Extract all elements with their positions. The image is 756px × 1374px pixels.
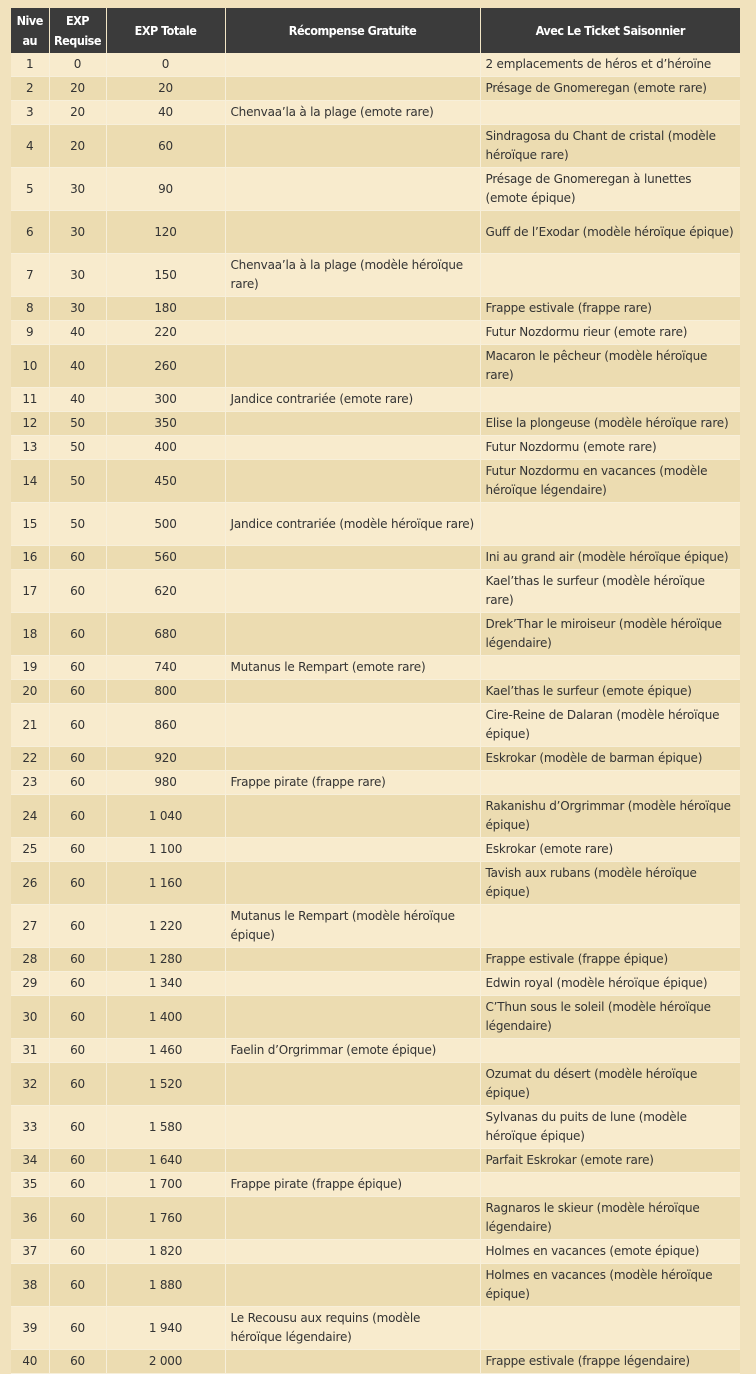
free-reward-cell: Jandice contrariée (emote rare) — [225, 388, 480, 412]
exp-total-cell: 40 — [106, 101, 225, 125]
exp-total-cell: 60 — [106, 125, 225, 168]
exp-required-cell: 0 — [49, 53, 106, 77]
exp-required-cell: 60 — [49, 1149, 106, 1173]
exp-required-cell: 50 — [49, 412, 106, 436]
exp-total-cell: 180 — [106, 297, 225, 321]
level-cell: 20 — [11, 680, 49, 704]
ticket-reward-cell — [480, 1039, 740, 1063]
free-reward-cell — [225, 570, 480, 613]
exp-total-cell: 1 520 — [106, 1063, 225, 1106]
table-row — [11, 460, 740, 503]
free-reward-cell: Mutanus le Rempart (emote rare) — [225, 656, 480, 680]
ticket-reward-cell: 2 emplacements de héros et d’héroïne — [480, 53, 740, 77]
header-exp-total: EXP Totale — [106, 8, 225, 53]
free-reward-cell — [225, 211, 480, 254]
exp-total-cell: 1 640 — [106, 1149, 225, 1173]
ticket-reward-cell: Edwin royal (modèle héroïque épique) — [480, 972, 740, 996]
exp-total-cell: 1 940 — [106, 1307, 225, 1350]
ticket-reward-cell: Holmes en vacances (modèle héroïque épique) — [480, 1264, 740, 1307]
free-reward-cell — [225, 1149, 480, 1173]
ticket-reward-cell: Futur Nozdormu en vacances (modèle héroïque légendaire) — [480, 460, 740, 503]
exp-total-cell: 1 340 — [106, 972, 225, 996]
level-cell: 5 — [11, 168, 49, 211]
free-reward-cell — [225, 680, 480, 704]
ticket-reward-cell: Présage de Gnomeregan (emote rare) — [480, 77, 740, 101]
level-cell: 14 — [11, 460, 49, 503]
exp-total-cell: 680 — [106, 613, 225, 656]
exp-required-cell: 30 — [49, 254, 106, 297]
free-reward-cell — [225, 1240, 480, 1264]
exp-required-cell: 60 — [49, 996, 106, 1039]
level-cell: 12 — [11, 412, 49, 436]
exp-total-cell: 400 — [106, 436, 225, 460]
header-free-reward: Récompense Gratuite — [225, 8, 480, 53]
free-reward-cell — [225, 948, 480, 972]
ticket-reward-cell: Eskrokar (modèle de barman épique) — [480, 747, 740, 771]
table-row — [11, 297, 740, 321]
table-row — [11, 388, 740, 412]
free-reward-cell: Frappe pirate (frappe épique) — [225, 1173, 480, 1197]
exp-total-cell: 1 100 — [106, 838, 225, 862]
table-row — [11, 996, 740, 1039]
ticket-reward-cell — [480, 905, 740, 948]
level-cell: 34 — [11, 1149, 49, 1173]
ticket-reward-cell: Sindragosa du Chant de cristal (modèle héroïque rare) — [480, 125, 740, 168]
exp-required-cell: 20 — [49, 77, 106, 101]
exp-required-cell: 60 — [49, 546, 106, 570]
table-row — [11, 570, 740, 613]
exp-total-cell: 120 — [106, 211, 225, 254]
exp-required-cell: 60 — [49, 795, 106, 838]
ticket-reward-cell — [480, 503, 740, 546]
exp-required-cell: 60 — [49, 680, 106, 704]
free-reward-cell: Chenvaa’la à la plage (modèle héroïque rare) — [225, 254, 480, 297]
ticket-reward-cell: Elise la plongeuse (modèle héroïque rare) — [480, 412, 740, 436]
ticket-reward-cell — [480, 254, 740, 297]
free-reward-cell — [225, 1197, 480, 1240]
level-cell: 19 — [11, 656, 49, 680]
level-cell: 25 — [11, 838, 49, 862]
ticket-reward-cell: Futur Nozdormu rieur (emote rare) — [480, 321, 740, 345]
table-row — [11, 613, 740, 656]
level-cell: 2 — [11, 77, 49, 101]
level-cell: 22 — [11, 747, 49, 771]
exp-total-cell: 1 220 — [106, 905, 225, 948]
free-reward-cell — [225, 1350, 480, 1374]
ticket-reward-cell — [480, 771, 740, 795]
table-row — [11, 503, 740, 546]
table-row — [11, 77, 740, 101]
level-cell: 30 — [11, 996, 49, 1039]
ticket-reward-cell: Ozumat du désert (modèle héroïque épique) — [480, 1063, 740, 1106]
level-cell: 24 — [11, 795, 49, 838]
header-exp-required: EXP Requise — [49, 8, 106, 53]
ticket-reward-cell: Frappe estivale (frappe légendaire) — [480, 1350, 740, 1374]
ticket-reward-cell — [480, 101, 740, 125]
table-row — [11, 1106, 740, 1149]
level-cell: 8 — [11, 297, 49, 321]
reward-table — [11, 8, 740, 1374]
ticket-reward-cell: Frappe estivale (frappe rare) — [480, 297, 740, 321]
free-reward-cell — [225, 297, 480, 321]
level-cell: 28 — [11, 948, 49, 972]
level-cell: 39 — [11, 1307, 49, 1350]
ticket-reward-cell: Holmes en vacances (emote épique) — [480, 1240, 740, 1264]
table-row — [11, 1307, 740, 1350]
exp-total-cell: 800 — [106, 680, 225, 704]
exp-required-cell: 60 — [49, 1264, 106, 1307]
table-row — [11, 1173, 740, 1197]
level-cell: 17 — [11, 570, 49, 613]
ticket-reward-cell — [480, 1173, 740, 1197]
ticket-reward-cell: Cire-Reine de Dalaran (modèle héroïque épique) — [480, 704, 740, 747]
table-row — [11, 1039, 740, 1063]
ticket-reward-cell: Tavish aux rubans (modèle héroïque épique) — [480, 862, 740, 905]
table-row — [11, 211, 740, 254]
level-cell: 6 — [11, 211, 49, 254]
level-cell: 31 — [11, 1039, 49, 1063]
level-cell: 16 — [11, 546, 49, 570]
ticket-reward-cell — [480, 656, 740, 680]
table-row — [11, 125, 740, 168]
exp-total-cell: 150 — [106, 254, 225, 297]
table-row — [11, 254, 740, 297]
table-row — [11, 1063, 740, 1106]
exp-total-cell: 860 — [106, 704, 225, 747]
table-row — [11, 948, 740, 972]
free-reward-cell — [225, 862, 480, 905]
table-row — [11, 1149, 740, 1173]
exp-required-cell: 60 — [49, 972, 106, 996]
table-row — [11, 1197, 740, 1240]
exp-total-cell: 1 460 — [106, 1039, 225, 1063]
level-cell: 21 — [11, 704, 49, 747]
exp-required-cell: 60 — [49, 1350, 106, 1374]
level-cell: 36 — [11, 1197, 49, 1240]
table-row — [11, 1350, 740, 1374]
free-reward-cell: Frappe pirate (frappe rare) — [225, 771, 480, 795]
ticket-reward-cell: Ini au grand air (modèle héroïque épique) — [480, 546, 740, 570]
exp-required-cell: 40 — [49, 321, 106, 345]
free-reward-cell — [225, 412, 480, 436]
level-cell: 4 — [11, 125, 49, 168]
exp-required-cell: 60 — [49, 570, 106, 613]
ticket-reward-cell: Eskrokar (emote rare) — [480, 838, 740, 862]
free-reward-cell — [225, 321, 480, 345]
exp-total-cell: 2 000 — [106, 1350, 225, 1374]
free-reward-cell — [225, 168, 480, 211]
exp-total-cell: 220 — [106, 321, 225, 345]
level-cell: 9 — [11, 321, 49, 345]
free-reward-cell — [225, 838, 480, 862]
exp-required-cell: 60 — [49, 1307, 106, 1350]
exp-total-cell: 20 — [106, 77, 225, 101]
table-row — [11, 436, 740, 460]
table-header — [11, 8, 740, 53]
exp-total-cell: 980 — [106, 771, 225, 795]
exp-total-cell: 1 760 — [106, 1197, 225, 1240]
level-cell: 33 — [11, 1106, 49, 1149]
table-row — [11, 680, 740, 704]
level-cell: 37 — [11, 1240, 49, 1264]
free-reward-cell — [225, 546, 480, 570]
ticket-reward-cell: Présage de Gnomeregan à lunettes (emote épique) — [480, 168, 740, 211]
ticket-reward-cell — [480, 388, 740, 412]
table-row — [11, 321, 740, 345]
ticket-reward-cell: Kael’thas le surfeur (modèle héroïque rare) — [480, 570, 740, 613]
exp-total-cell: 450 — [106, 460, 225, 503]
ticket-reward-cell: Ragnaros le skieur (modèle héroïque légendaire) — [480, 1197, 740, 1240]
level-cell: 11 — [11, 388, 49, 412]
ticket-reward-cell: Guff de l’Exodar (modèle héroïque épique) — [480, 211, 740, 254]
exp-required-cell: 60 — [49, 1039, 106, 1063]
exp-total-cell: 1 160 — [106, 862, 225, 905]
ticket-reward-cell: Futur Nozdormu (emote rare) — [480, 436, 740, 460]
exp-required-cell: 60 — [49, 905, 106, 948]
exp-required-cell: 60 — [49, 838, 106, 862]
table-row — [11, 53, 740, 77]
exp-required-cell: 60 — [49, 862, 106, 905]
free-reward-cell — [225, 77, 480, 101]
level-cell: 23 — [11, 771, 49, 795]
ticket-reward-cell — [480, 1307, 740, 1350]
exp-total-cell: 260 — [106, 345, 225, 388]
free-reward-cell — [225, 1106, 480, 1149]
exp-required-cell: 40 — [49, 388, 106, 412]
table-row — [11, 838, 740, 862]
exp-required-cell: 60 — [49, 613, 106, 656]
exp-required-cell: 50 — [49, 503, 106, 546]
free-reward-cell: Chenvaa’la à la plage (emote rare) — [225, 101, 480, 125]
free-reward-cell — [225, 345, 480, 388]
level-cell: 18 — [11, 613, 49, 656]
exp-required-cell: 30 — [49, 297, 106, 321]
table-row — [11, 101, 740, 125]
level-cell: 3 — [11, 101, 49, 125]
exp-total-cell: 1 880 — [106, 1264, 225, 1307]
ticket-reward-cell: Macaron le pêcheur (modèle héroïque rare) — [480, 345, 740, 388]
level-cell: 1 — [11, 53, 49, 77]
exp-total-cell: 300 — [106, 388, 225, 412]
header-row — [11, 8, 740, 53]
exp-total-cell: 740 — [106, 656, 225, 680]
table-row — [11, 795, 740, 838]
table-body — [11, 53, 740, 1374]
free-reward-cell: Jandice contrariée (modèle héroïque rare) — [225, 503, 480, 546]
exp-total-cell: 500 — [106, 503, 225, 546]
table-row — [11, 546, 740, 570]
free-reward-cell — [225, 972, 480, 996]
exp-required-cell: 60 — [49, 771, 106, 795]
table-row — [11, 905, 740, 948]
level-cell: 26 — [11, 862, 49, 905]
free-reward-cell — [225, 747, 480, 771]
exp-required-cell: 60 — [49, 1240, 106, 1264]
exp-total-cell: 1 280 — [106, 948, 225, 972]
table-row — [11, 1264, 740, 1307]
exp-total-cell: 1 700 — [106, 1173, 225, 1197]
table-row — [11, 704, 740, 747]
level-cell: 40 — [11, 1350, 49, 1374]
exp-total-cell: 1 580 — [106, 1106, 225, 1149]
exp-required-cell: 20 — [49, 101, 106, 125]
exp-required-cell: 60 — [49, 656, 106, 680]
level-cell: 38 — [11, 1264, 49, 1307]
ticket-reward-cell: C’Thun sous le soleil (modèle héroïque légendaire) — [480, 996, 740, 1039]
exp-total-cell: 920 — [106, 747, 225, 771]
table-row — [11, 345, 740, 388]
free-reward-cell — [225, 1063, 480, 1106]
exp-total-cell: 620 — [106, 570, 225, 613]
ticket-reward-cell: Frappe estivale (frappe épique) — [480, 948, 740, 972]
free-reward-cell — [225, 613, 480, 656]
table-row — [11, 972, 740, 996]
exp-required-cell: 60 — [49, 1197, 106, 1240]
exp-required-cell: 40 — [49, 345, 106, 388]
free-reward-cell: Le Recousu aux requins (modèle héroïque légendaire) — [225, 1307, 480, 1350]
exp-required-cell: 50 — [49, 460, 106, 503]
free-reward-cell — [225, 795, 480, 838]
exp-required-cell: 60 — [49, 1106, 106, 1149]
level-cell: 7 — [11, 254, 49, 297]
exp-total-cell: 1 040 — [106, 795, 225, 838]
ticket-reward-cell: Rakanishu d’Orgrimmar (modèle héroïque épique) — [480, 795, 740, 838]
free-reward-cell: Mutanus le Rempart (modèle héroïque épique) — [225, 905, 480, 948]
ticket-reward-cell: Sylvanas du puits de lune (modèle héroïque épique) — [480, 1106, 740, 1149]
exp-total-cell: 350 — [106, 412, 225, 436]
exp-required-cell: 60 — [49, 704, 106, 747]
exp-required-cell: 30 — [49, 168, 106, 211]
table-row — [11, 168, 740, 211]
free-reward-cell — [225, 704, 480, 747]
exp-total-cell: 1 400 — [106, 996, 225, 1039]
free-reward-cell — [225, 460, 480, 503]
table-row — [11, 1240, 740, 1264]
table-row — [11, 771, 740, 795]
exp-required-cell: 60 — [49, 1063, 106, 1106]
exp-total-cell: 0 — [106, 53, 225, 77]
free-reward-cell — [225, 53, 480, 77]
level-cell: 32 — [11, 1063, 49, 1106]
exp-total-cell: 1 820 — [106, 1240, 225, 1264]
free-reward-cell — [225, 436, 480, 460]
ticket-reward-cell: Kael’thas le surfeur (emote épique) — [480, 680, 740, 704]
table-row — [11, 412, 740, 436]
ticket-reward-cell: Drek’Thar le miroiseur (modèle héroïque légendaire) — [480, 613, 740, 656]
exp-required-cell: 60 — [49, 1173, 106, 1197]
level-cell: 35 — [11, 1173, 49, 1197]
ticket-reward-cell: Parfait Eskrokar (emote rare) — [480, 1149, 740, 1173]
table-row — [11, 747, 740, 771]
exp-total-cell: 560 — [106, 546, 225, 570]
exp-required-cell: 60 — [49, 747, 106, 771]
level-cell: 27 — [11, 905, 49, 948]
exp-total-cell: 90 — [106, 168, 225, 211]
header-season-ticket-reward: Avec Le Ticket Saisonnier — [480, 8, 740, 53]
table-row — [11, 862, 740, 905]
level-cell: 29 — [11, 972, 49, 996]
exp-required-cell: 30 — [49, 211, 106, 254]
free-reward-cell — [225, 125, 480, 168]
exp-required-cell: 50 — [49, 436, 106, 460]
level-cell: 13 — [11, 436, 49, 460]
level-cell: 15 — [11, 503, 49, 546]
level-cell: 10 — [11, 345, 49, 388]
exp-required-cell: 20 — [49, 125, 106, 168]
free-reward-cell — [225, 1264, 480, 1307]
reward-table-container — [11, 8, 740, 1374]
free-reward-cell — [225, 996, 480, 1039]
exp-required-cell: 60 — [49, 948, 106, 972]
header-level: Nive au — [11, 8, 49, 53]
table-row — [11, 656, 740, 680]
free-reward-cell: Faelin d’Orgrimmar (emote épique) — [225, 1039, 480, 1063]
